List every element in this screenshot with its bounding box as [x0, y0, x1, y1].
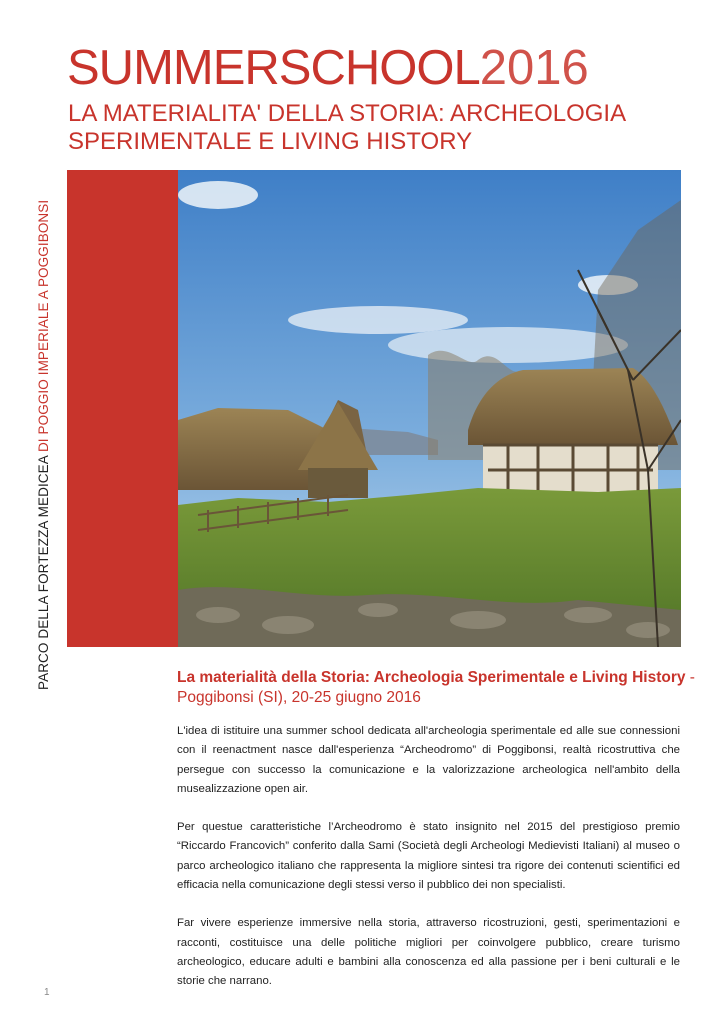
- page-subtitle: LA MATERIALITA' DELLA STORIA: ARCHEOLOGIA SPERIMENTALE E LIVING HISTORY: [68, 100, 625, 155]
- red-accent-bar: [67, 170, 178, 647]
- photo-illustration: [178, 170, 681, 647]
- section-heading: [177, 668, 697, 708]
- title-main: SUMMERSCHOOL: [67, 41, 480, 95]
- paragraph-1: L'idea di istituire una summer school dedicata all'archeologia sperimentale ed alle sue connessioni con il reenactment nasce dall'esperienza “Archeodromo” di Poggibonsi, realtà ricostruttiva che persegue con successo la comunicazione e la valorizzazione archeologica nell'ambito della musealizzazione open air.: [177, 725, 680, 795]
- vertical-side-text: [36, 200, 51, 690]
- heading-place-date: - Poggibonsi (SI), 20-25 giugno 2016: [177, 669, 695, 706]
- body-text: [177, 722, 680, 1011]
- paragraph-2: Per questue caratteristiche l’Archeodromo è stato insignito nel 2015 del prestigioso premio “Riccardo Francovich” conferito dalla Sami (Società degli Archeologi Medievisti Italiani) al museo o parco archeologico italiano che rappresenta la migliore sintesi tra rigore dei contenuti scientifici ed efficacia nella comunicazione degli stessi verso il pubblico dei non specialisti.: [177, 821, 680, 892]
- page-title: [67, 42, 589, 94]
- paragraph-3: Far vivere esperienze immersive nella storia, attraverso ricostruzioni, gesti, sperimentazioni e racconti, costituisce una delle politiche migliori per coinvolgere pubblico, creare turismo archeologico, educare adulti e bambini alla conoscenza ed alla passione per i beni culturali e le storie che narrano.: [177, 917, 680, 988]
- side-text-part2: DI POGGIO IMPERIALE A POGGIBONSI: [36, 199, 51, 456]
- side-text-part1: PARCO DELLA FORTEZZA MEDICEA: [36, 455, 51, 690]
- archeodromo-photo: [178, 170, 681, 647]
- page-number: 1: [44, 987, 50, 998]
- title-year: 2016: [479, 41, 589, 95]
- heading-title: La materialità della Storia: Archeologia Sperimentale e Living History: [177, 669, 686, 686]
